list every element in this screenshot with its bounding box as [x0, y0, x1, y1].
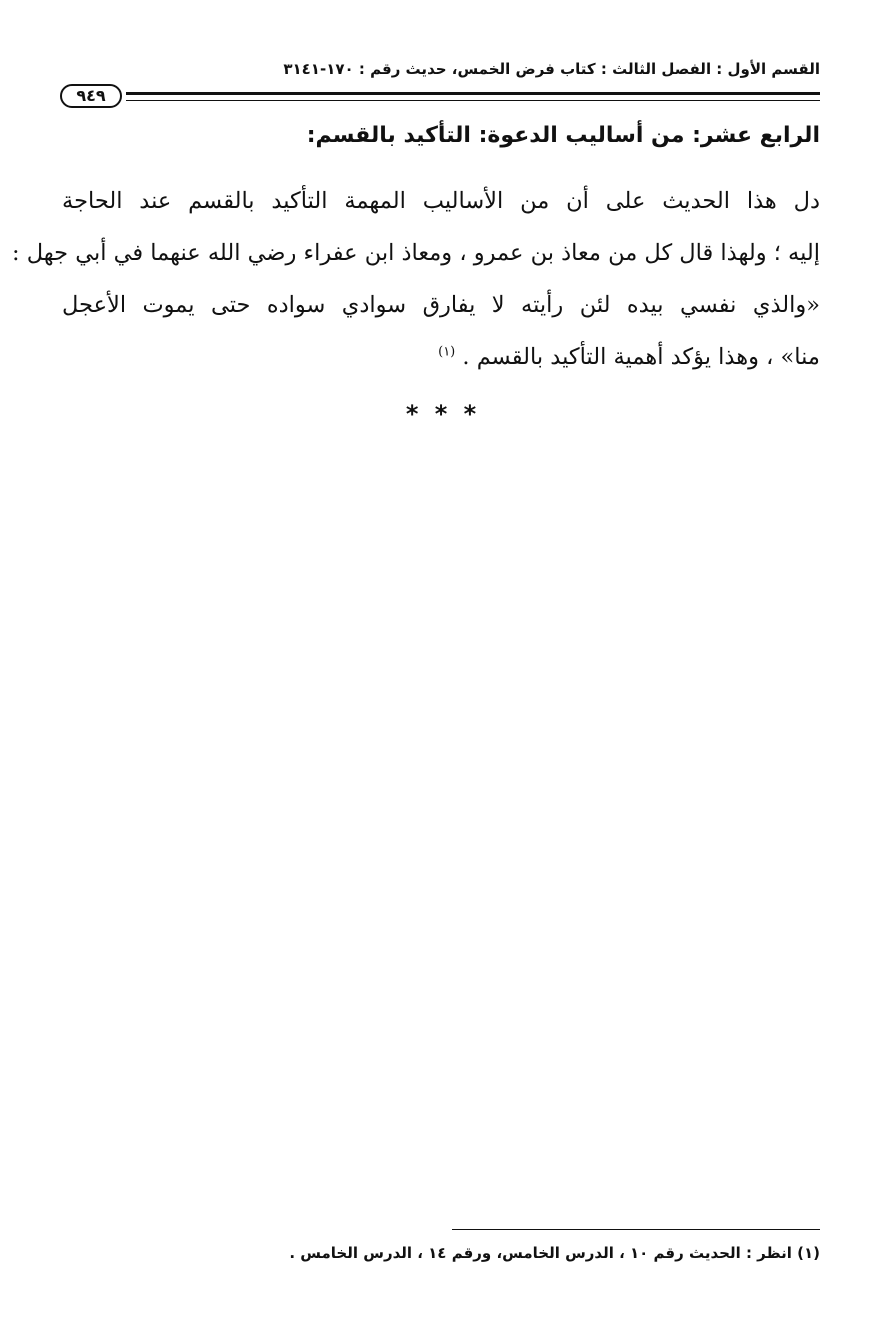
- page-number: ٩٤٩: [60, 84, 122, 108]
- body-line-4-text: منا» ، وهذا يؤكد أهمية التأكيد بالقسم .: [462, 344, 820, 370]
- footnote-rule: [452, 1229, 820, 1230]
- body-line-2: إليه ؛ ولهذا قال كل من معاذ بن عمرو ، ومعاذ ابن عفراء رضي الله عنهما في أبي جهل :: [11, 240, 820, 266]
- section-heading: الرابع عشر: من أساليب الدعوة: التأكيد بالقسم:: [306, 123, 820, 148]
- footnote-reference: (١): [438, 344, 456, 360]
- body-line-3: «والذي نفسي بيده لئن رأيته لا يفارق سوادي سواده حتى يموت الأعجل: [62, 292, 820, 318]
- section-separator: * * *: [405, 400, 481, 428]
- body-line-1: دل هذا الحديث على أن من الأساليب المهمة التأكيد بالقسم عند الحاجة: [62, 188, 820, 214]
- header-double-rule: [126, 92, 820, 101]
- body-paragraph: [11, 175, 820, 383]
- footnote: (١) انظر : الحديث رقم ١٠ ، الدرس الخامس، ورقم ١٤ ، الدرس الخامس .: [289, 1244, 820, 1262]
- running-header: القسم الأول : الفصل الثالث : كتاب فرض الخمس، حديث رقم : ١٧٠-٣١٤١: [283, 60, 820, 78]
- header-rule-area: [60, 84, 820, 110]
- body-line-4: [62, 331, 820, 383]
